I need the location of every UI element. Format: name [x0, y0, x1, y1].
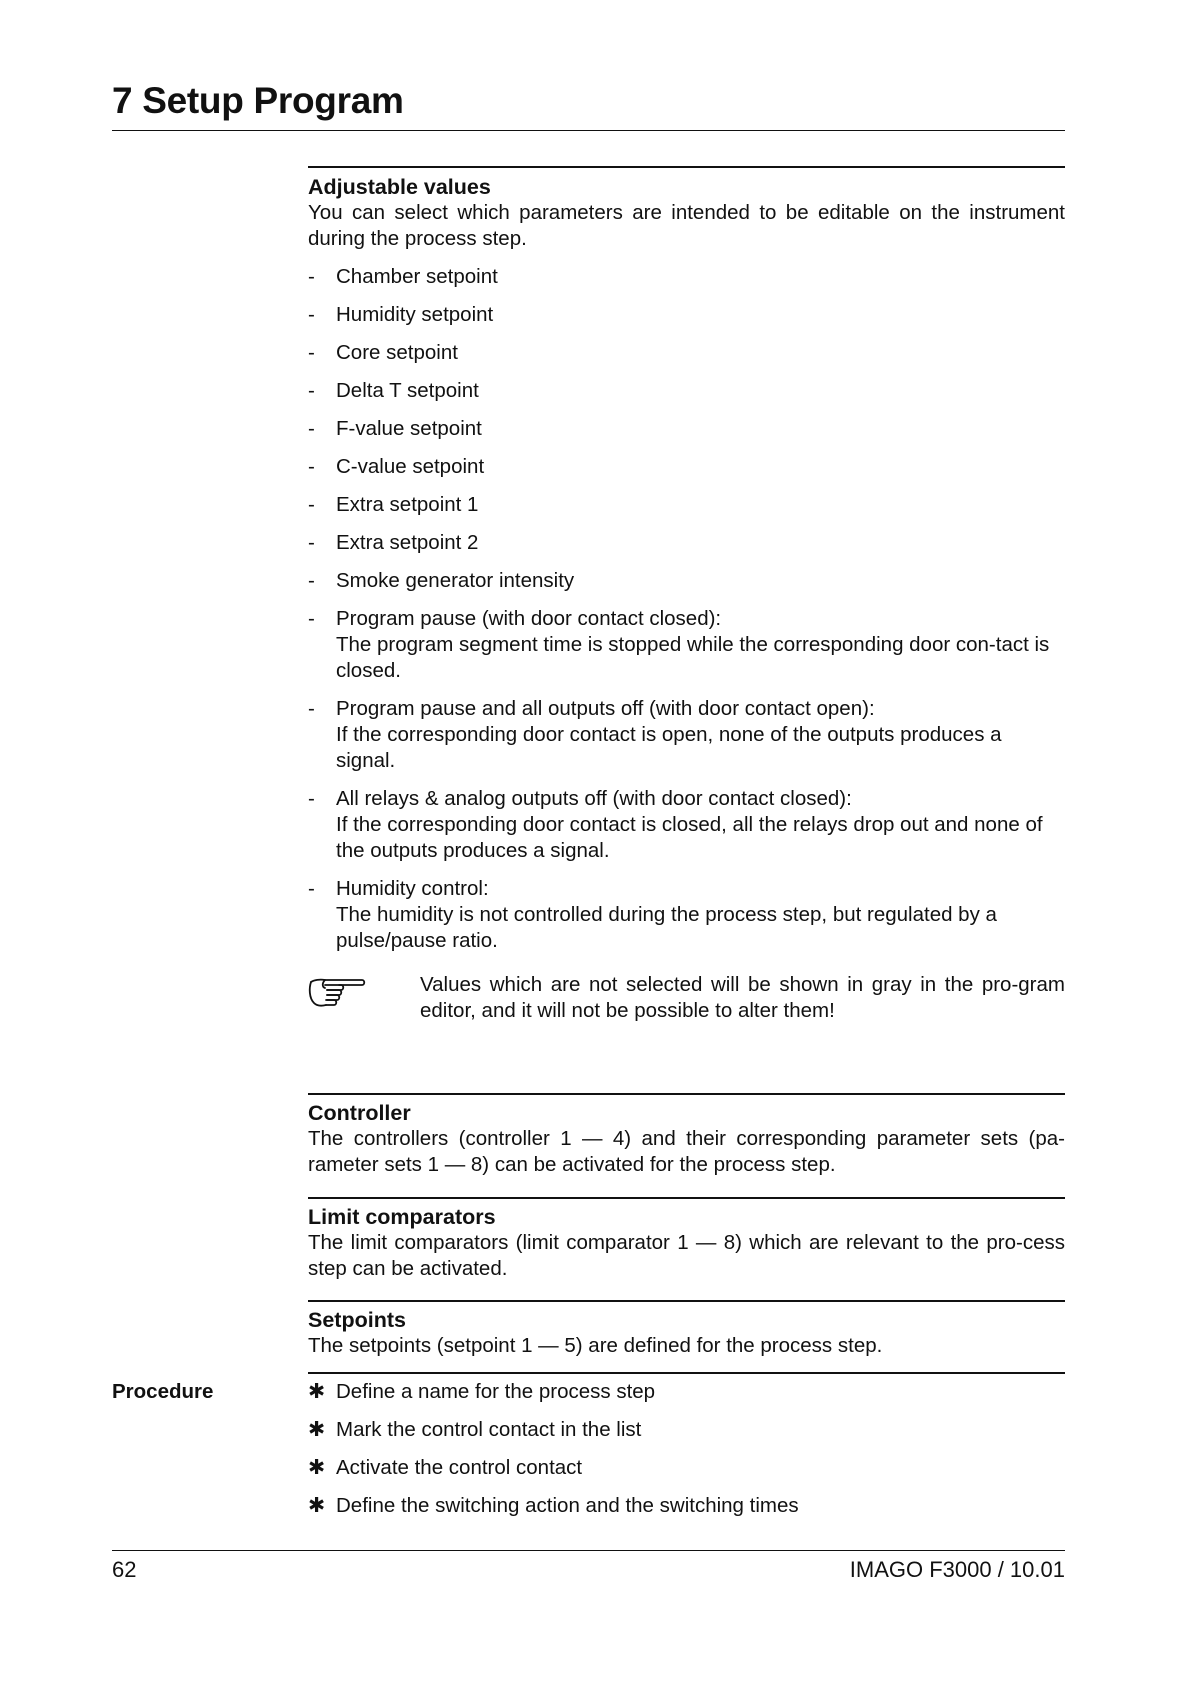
section-text: The controllers (controller 1 — 4) and their corresponding parameter sets (pa-rameter sets 1 — 8) can be activated for the process step. — [308, 1127, 1065, 1176]
setpoints-section — [308, 1307, 1065, 1359]
list-item-detail: If the corresponding door contact is open, none of the outputs produces a signal. — [336, 723, 1002, 772]
list-item: - All relays & analog outputs off (with door contact closed): If the corresponding door contact is closed, all the relays drop out and none of the outputs produces a signal. — [308, 786, 1065, 864]
section-title: Controller — [308, 1101, 411, 1125]
list-item: - Smoke generator intensity — [308, 569, 575, 592]
limit-comparators-section — [308, 1204, 1065, 1282]
list-item: - Humidity setpoint — [308, 303, 494, 326]
list-item: - Chamber setpoint — [308, 265, 498, 288]
procedure-step: ✱ Define the switching action and the switching times — [308, 1494, 799, 1517]
list-item: - Extra setpoint 2 — [308, 531, 479, 554]
list-item: - Program pause (with door contact closed): The program segment time is stopped while the corresponding door con-tact is closed. — [308, 606, 1065, 684]
adjustable-values-list — [308, 264, 1065, 954]
chapter-title: 7 Setup Program — [112, 80, 404, 121]
section-divider — [308, 1093, 1065, 1095]
procedure-section — [308, 1379, 1065, 1531]
procedure-label: Procedure — [112, 1380, 214, 1403]
list-item: - Extra setpoint 1 — [308, 493, 479, 516]
page-number: 62 — [112, 1557, 137, 1582]
section-divider — [308, 1372, 1065, 1374]
header-divider — [112, 130, 1065, 131]
asterisk-icon: ✱ — [308, 1494, 326, 1517]
section-text: The limit comparators (limit comparator 1 — 8) which are relevant to the pro-cess step can be activated. — [308, 1231, 1065, 1280]
list-item: - Humidity control: The humidity is not controlled during the process step, but regulated by a pulse/pause ratio. — [308, 876, 1065, 954]
procedure-step: ✱ Mark the control contact in the list — [308, 1418, 642, 1441]
section-title: Setpoints — [308, 1308, 406, 1332]
list-item-detail: The program segment time is stopped while the corresponding door con-tact is closed. — [336, 633, 1050, 682]
list-item: - F-value setpoint — [308, 417, 482, 440]
asterisk-icon: ✱ — [308, 1418, 326, 1441]
section-divider — [308, 1197, 1065, 1199]
list-item: - Program pause and all outputs off (with door contact open): If the corresponding door contact is open, none of the outputs produces a signal. — [308, 696, 1065, 774]
procedure-step: ✱ Activate the control contact — [308, 1456, 583, 1479]
section-intro: You can select which parameters are intended to be editable on the instrument during the process step. — [308, 201, 1065, 250]
asterisk-icon: ✱ — [308, 1380, 326, 1403]
note-text: Values which are not selected will be shown in gray in the pro-gram editor, and it will not be possible to alter them! — [420, 973, 1065, 1022]
list-item-detail: The humidity is not controlled during the process step, but regulated by a pulse/pause ratio. — [336, 903, 997, 952]
list-item: - Core setpoint — [308, 341, 458, 364]
controller-section — [308, 1100, 1065, 1178]
section-text: The setpoints (setpoint 1 — 5) are defined for the process step. — [308, 1334, 883, 1357]
footer-divider — [112, 1550, 1065, 1551]
procedure-step: ✱ Define a name for the process step — [308, 1380, 656, 1403]
asterisk-icon: ✱ — [308, 1456, 326, 1479]
list-item: - Delta T setpoint — [308, 379, 479, 402]
pointing-hand-icon — [308, 974, 366, 1008]
adjustable-values-section — [308, 174, 1065, 966]
section-title: Limit comparators — [308, 1205, 496, 1229]
section-divider — [308, 166, 1065, 168]
list-item-detail: If the corresponding door contact is closed, all the relays drop out and none of the outputs produces a signal. — [336, 813, 1043, 862]
section-divider — [308, 1300, 1065, 1302]
procedure-steps — [308, 1379, 1065, 1519]
section-title: Adjustable values — [308, 175, 491, 199]
document-id: IMAGO F3000 / 10.01 — [849, 1557, 1065, 1582]
list-item: - C-value setpoint — [308, 455, 485, 478]
